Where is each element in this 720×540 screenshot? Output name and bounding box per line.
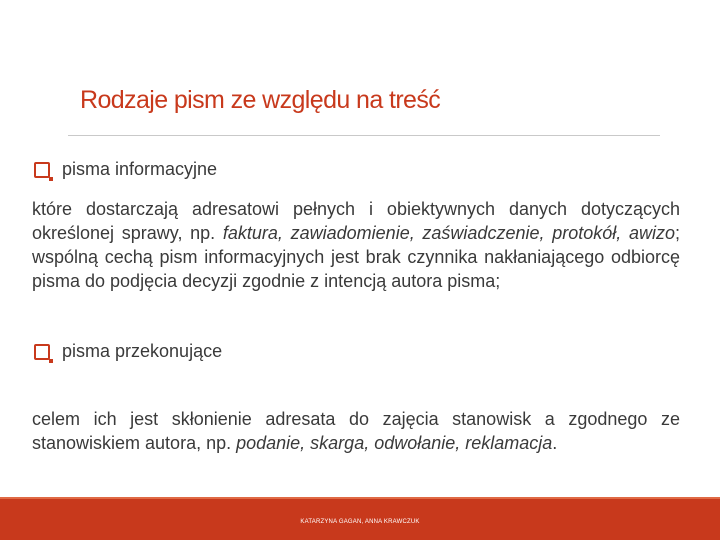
slide-title: Rodzaje pism ze względu na treść <box>80 86 441 114</box>
checkbox-square-icon <box>34 344 50 360</box>
bullet-label: pisma przekonujące <box>62 341 223 361</box>
footer-authors: KATARZYNA GAGAN, ANNA KRAWCZUK <box>300 519 420 525</box>
title-divider <box>68 135 660 136</box>
paragraph-text: . <box>552 433 558 453</box>
paragraph-informacyjne <box>32 197 680 293</box>
bullet-label: pisma informacyjne <box>62 159 218 179</box>
examples-text: podanie, skarga, odwołanie, reklamacja <box>236 433 553 453</box>
examples-text: faktura, zawiadomienie, zaświadczenie, protokół, awizo <box>222 223 675 243</box>
checkbox-square-icon <box>34 162 50 178</box>
paragraph-text: celem ich jest skłonienie adresata do zajęcia stanowisk a zgodnego ze stanowiskiem autora, np. <box>32 409 680 453</box>
bullet-informacyjne <box>34 159 217 180</box>
paragraph-text: ; wspólną cechą pism informacyjnych jest brak czynnika nakłaniającego odbiorcę pisma do podjęcia decyzji zgodnie z intencją autora pisma; <box>32 223 680 291</box>
paragraph-text: które dostarczają adresatowi pełnych i obiektywnych danych dotyczących określonej sprawy, np. <box>32 199 680 243</box>
bullet-przekonujace <box>34 341 222 362</box>
paragraph-przekonujace <box>32 407 680 455</box>
